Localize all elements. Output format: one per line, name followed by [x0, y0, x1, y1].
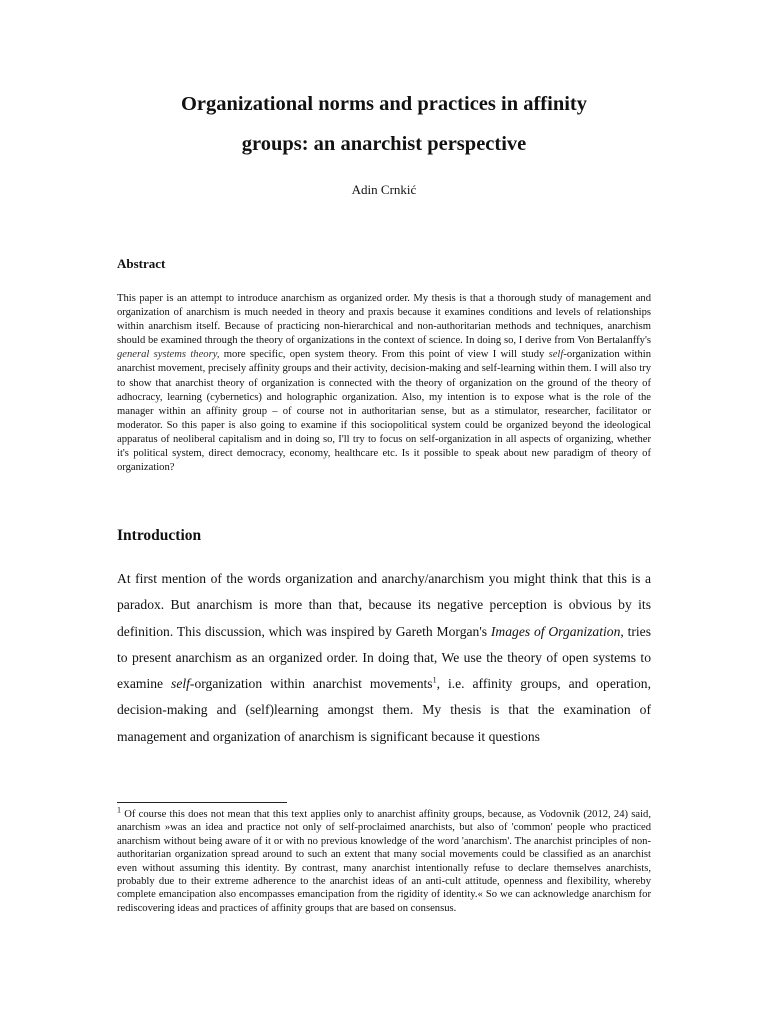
abstract-text	[117, 292, 651, 475]
introduction-text	[117, 566, 651, 750]
footnote-divider	[117, 802, 287, 803]
introduction-text-part: At first mention of the words organization and anarchy/anarchism you might think that this is a paradox. But anarchism is more than that, because its negative perception is obvious by its definition. This discussion, which was inspired by Gareth Morgan's	[117, 571, 651, 639]
introduction-italic-term: self	[171, 676, 190, 692]
abstract-heading: Abstract	[117, 256, 166, 271]
abstract-italic-term: general systems theory,	[117, 349, 220, 361]
introduction-text-part: , tries to present anarchism as an organized order. In doing that, We use the theory of open systems to examine	[117, 623, 651, 692]
book-title: Images of Organization	[490, 623, 621, 639]
footnote-text: Of course this does not mean that this text applies only to anarchist affinity groups, because, as Vodovnik (2012, 24) said, anarchism »was an idea and practice not only of self-proclaimed anarchists, but also of 'common' people who practiced anarchism without being aware of it or with no previous knowledge of the word 'anarchism'. The anarchist principles of non-authoritarian organization spread around to such an extent that many social movements could be classified as an anarchist even without assuming this identity. By contrast, many anarchist intentionally refuse to declare themselves anarchists, probably due to their extreme adherence to the anarchist ideas of an anti-cult attitude, openness and flexibility, whereby complete emancipation also encompasses emancipation from the rigidity of identity.« So we can acknowledge anarchism for rediscovering ideas and practices of affinity groups that are based on consensus.	[117, 809, 651, 914]
paper-title-line-2: groups: an anarchist perspective	[241, 133, 527, 155]
abstract-text-part: -organization within anarchist movement, precisely affinity groups and their activity, decision-making and self-learning within them. I will also try to show that anarchist theory of organization is connected with the theory of organization on the ground of the theory of adhocracy, learning (cybernetics) and holographic organization. Also, my intention is to expose what is the role of the manager within an affinity group – of course not in authoritarian sense, but as a stimulator, researcher, facilitator or moderator. So this paper is also going to examine if this sociopolitical system could be organized beyond the ideological apparatus of neoliberal capitalism and in doing so, I'll try to focus on self-organization in all aspects of organizing, whether it's political system, direct democracy, economy, healthcare etc. Is it possible to speak about new paradigm of theory of organization?	[117, 349, 651, 474]
footnote-marker: 1	[117, 805, 121, 815]
abstract-text-part: This paper is an attempt to introduce anarchism as organized order. My thesis is that a thorough study of management and organization of anarchism is much needed in theory and praxis because it examines conditions and levels of relationships within anarchism itself. Because of practicing non-hierarchical and non-authoritarian methods and techniques, anarchism should be examined through the theory of organizations in the context of science. In doing so, I derive from Von Bertalanffy's	[117, 293, 651, 347]
paper-title-line-1: Organizational norms and practices in affinity	[180, 93, 587, 115]
footnote-1	[117, 805, 651, 915]
footnote-reference[interactable]: 1	[432, 675, 437, 685]
paper-title	[110, 84, 658, 164]
introduction-text-part: , i.e. affinity groups, and operation, decision-making and (self)learning amongst them. My thesis is that the examination of management and organization of anarchism is significant because it questions	[117, 676, 651, 744]
introduction-text-part: -organization within anarchist movements	[189, 676, 433, 692]
author-name: Adin Crnkić	[351, 182, 417, 197]
abstract-text-part: more specific, open system theory. From this point of view I will study	[219, 349, 549, 361]
abstract-italic-term: self	[548, 349, 564, 361]
introduction-heading: Introduction	[117, 527, 202, 544]
